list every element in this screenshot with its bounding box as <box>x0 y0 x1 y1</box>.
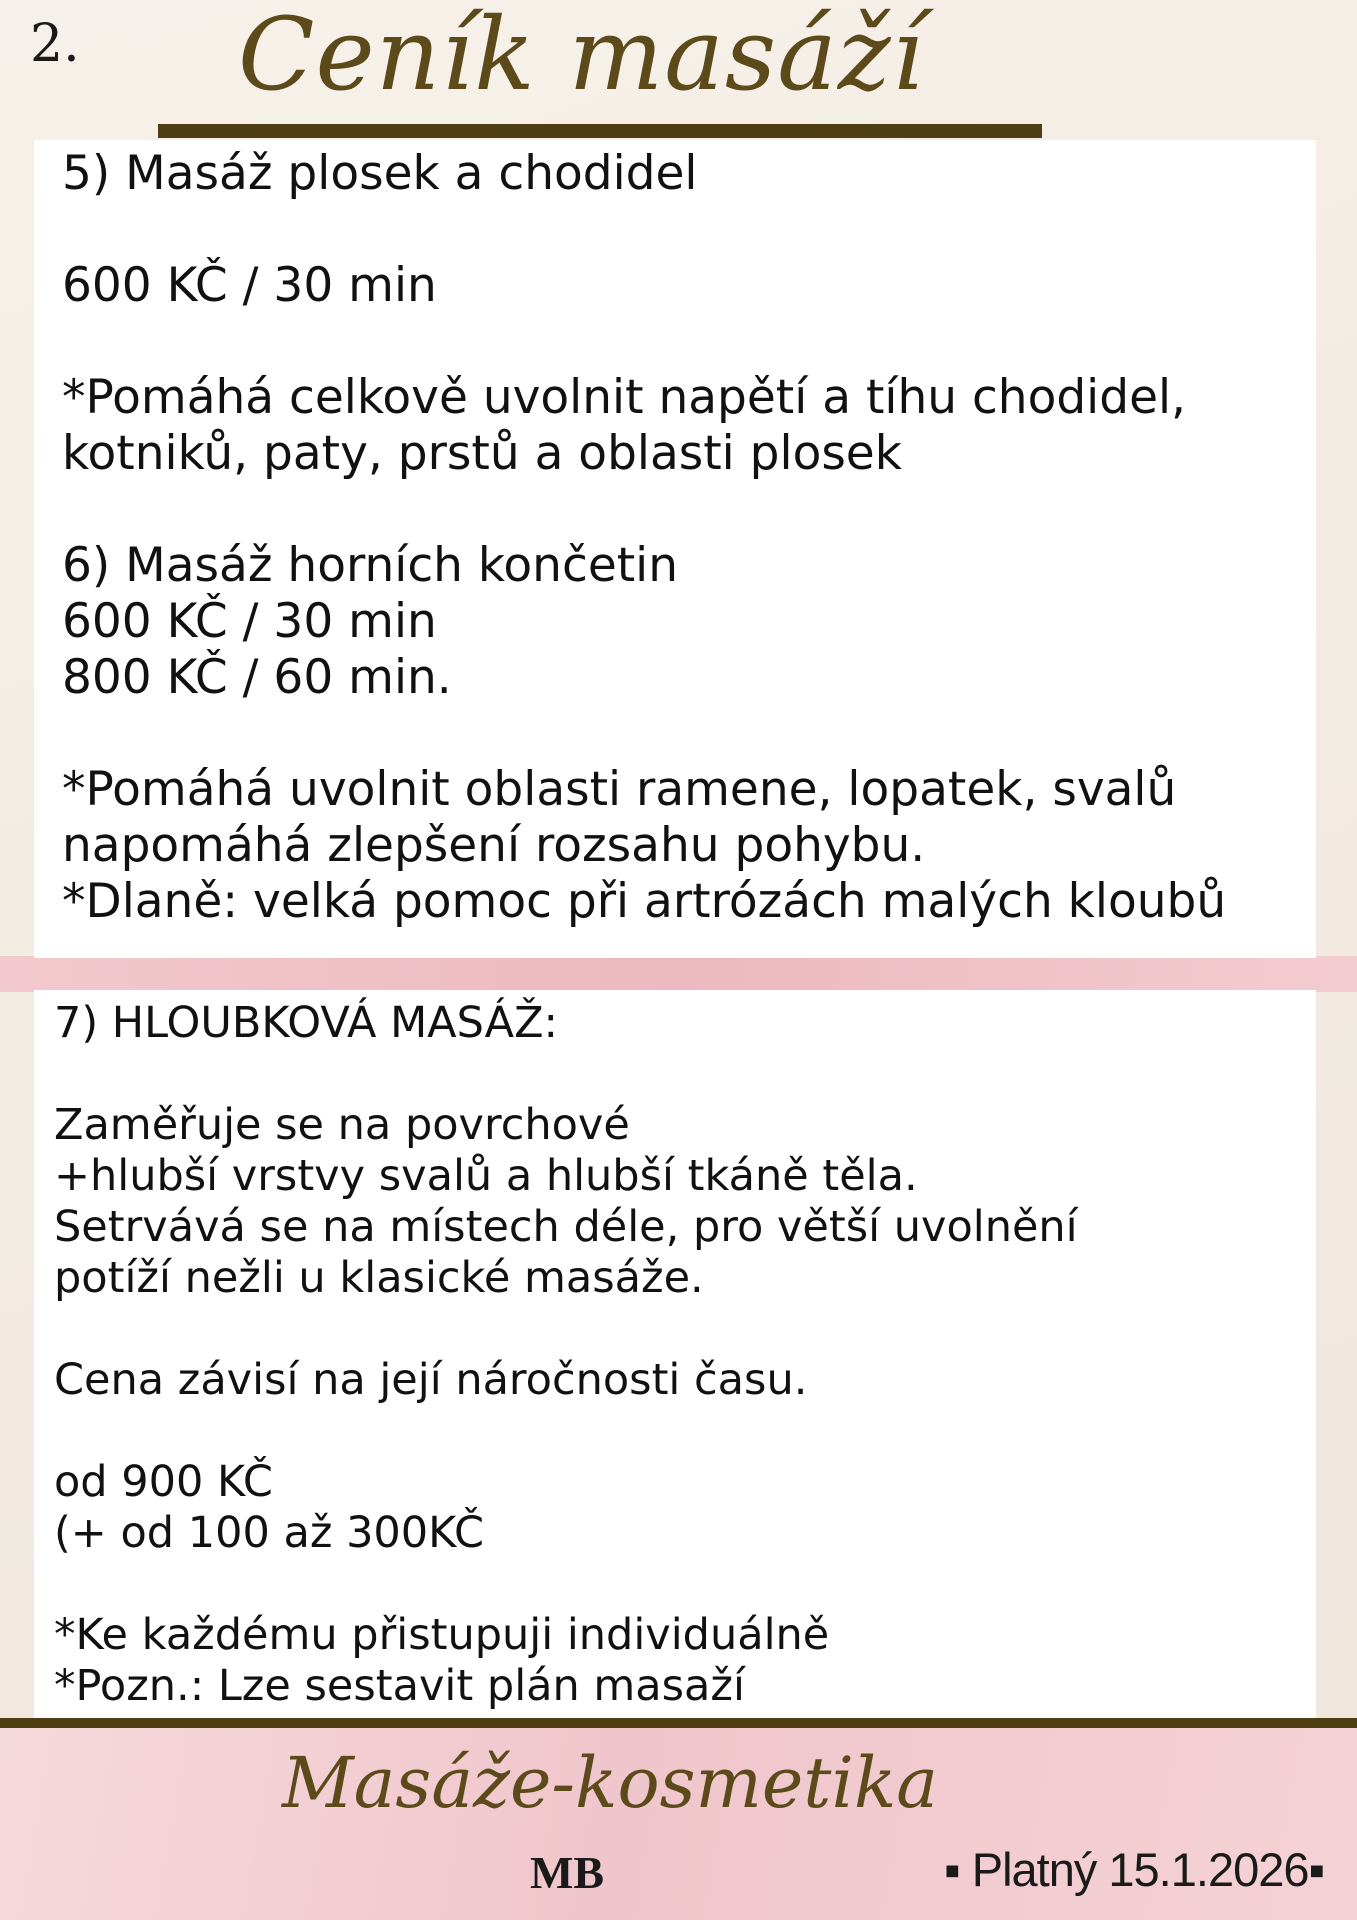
top-section-text: 5) Masáž plosek a chodidel 600 KČ / 30 min *Pomáhá celkově uvolnit napětí a tíhu chodidel, kotniků, paty, prstů a oblasti plosek 6) Masáž horních končetin 600 KČ / 30 min 800 KČ / 60 min. *Pomáhá uvolnit oblasti ramene, lopatek, svalů napomáhá zlepšení rozsahu pohybu. *Dlaně: velká pomoc při artrózách malých kloubů <box>62 146 1227 929</box>
bottom-section-text: 7) HLOUBKOVÁ MASÁŽ: Zaměřuje se na povrchové +hlubší vrstvy svalů a hlubší tkáně těla. Setrvává se na místech déle, pro větší uvolnění potíží nežli u klasické masáže. Cena závisí na její náročnosti času. od 900 KČ (+ od 100 až 300KČ *Ke každému přistupuji individuálně *Pozn.: Lze sestavit plán masaží <box>54 998 1078 1711</box>
page-title: Ceník masáží <box>238 0 925 113</box>
footer-monogram: MB <box>530 1847 605 1898</box>
pink-divider-band <box>0 956 1357 992</box>
footer-brand: Masáže-kosmetika <box>282 1742 938 1824</box>
page-number: 2. <box>30 14 80 74</box>
validity-date: ▪ Platný 15.1.2026▪ <box>944 1843 1325 1896</box>
footer-rule <box>0 1718 1357 1728</box>
title-underline <box>158 124 1042 138</box>
